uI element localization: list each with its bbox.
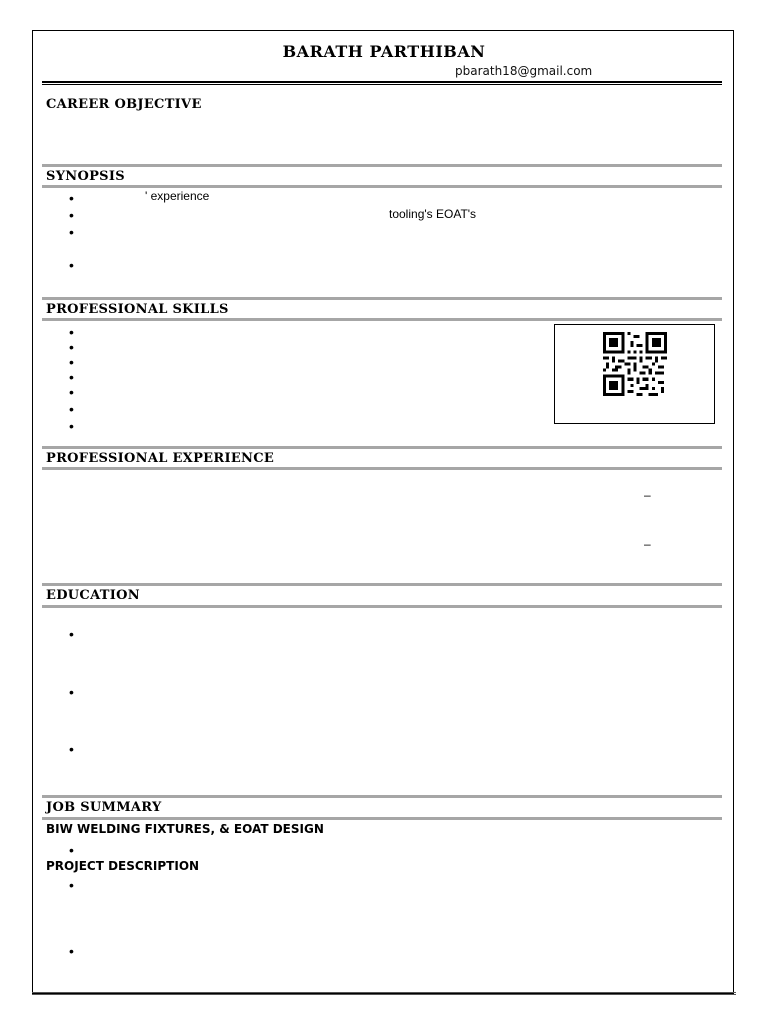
- rule-professional-skills: [42, 318, 722, 321]
- rule-professional-experience-bottom: [42, 583, 722, 586]
- qr-code-icon[interactable]: [601, 332, 669, 396]
- education-bullet: •: [69, 626, 74, 642]
- skills-bullet: •: [69, 384, 74, 400]
- rule-synopsis-bottom: [42, 297, 722, 300]
- experience-date-dash: –: [644, 488, 651, 502]
- education-bullet: •: [69, 684, 74, 700]
- page-bottom-edge: [32, 992, 736, 995]
- heading-career-objective: CAREER OBJECTIVE: [46, 97, 202, 112]
- skills-bullet: •: [69, 401, 74, 417]
- synopsis-bullet: •: [69, 207, 74, 223]
- heading-professional-experience: PROFESSIONAL EXPERIENCE: [46, 451, 275, 466]
- rule-job-summary: [42, 817, 722, 820]
- project-bullet: •: [69, 877, 74, 893]
- synopsis-experience-text: ' experience: [145, 189, 210, 203]
- header-divider: [42, 81, 722, 85]
- skills-bullet: •: [69, 324, 74, 340]
- synopsis-bullet: •: [69, 224, 74, 240]
- job-summary-subhead-fixtures: BIW WELDING FIXTURES, & EOAT DESIGN: [46, 822, 324, 836]
- job-summary-subhead-project: PROJECT DESCRIPTION: [46, 859, 200, 873]
- job-summary-bullet: •: [69, 842, 74, 858]
- rule-career-objective-bottom: [42, 164, 722, 167]
- skills-bullet: •: [69, 339, 74, 355]
- project-bullet: •: [69, 943, 74, 959]
- experience-date-dash: –: [644, 537, 651, 551]
- rule-professional-skills-bottom: [42, 446, 722, 449]
- rule-synopsis: [42, 185, 722, 188]
- heading-job-summary: JOB SUMMARY: [46, 800, 162, 815]
- education-bullet: •: [69, 741, 74, 757]
- synopsis-bullet: •: [69, 190, 74, 206]
- rule-professional-experience: [42, 467, 722, 470]
- rule-education: [42, 605, 722, 608]
- skills-bullet: •: [69, 369, 74, 385]
- heading-education: EDUCATION: [46, 588, 140, 603]
- candidate-name: BARATH PARTHIBAN: [282, 42, 486, 61]
- synopsis-tooling-text: tooling's EOAT's: [389, 207, 477, 221]
- candidate-email[interactable]: pbarath18@gmail.com: [455, 64, 593, 78]
- heading-synopsis: SYNOPSIS: [46, 169, 125, 184]
- resume-page: [32, 30, 734, 994]
- heading-professional-skills: PROFESSIONAL SKILLS: [46, 302, 229, 317]
- synopsis-bullet: •: [69, 257, 74, 273]
- rule-education-bottom: [42, 795, 722, 798]
- skills-bullet: •: [69, 418, 74, 434]
- skills-bullet: •: [69, 354, 74, 370]
